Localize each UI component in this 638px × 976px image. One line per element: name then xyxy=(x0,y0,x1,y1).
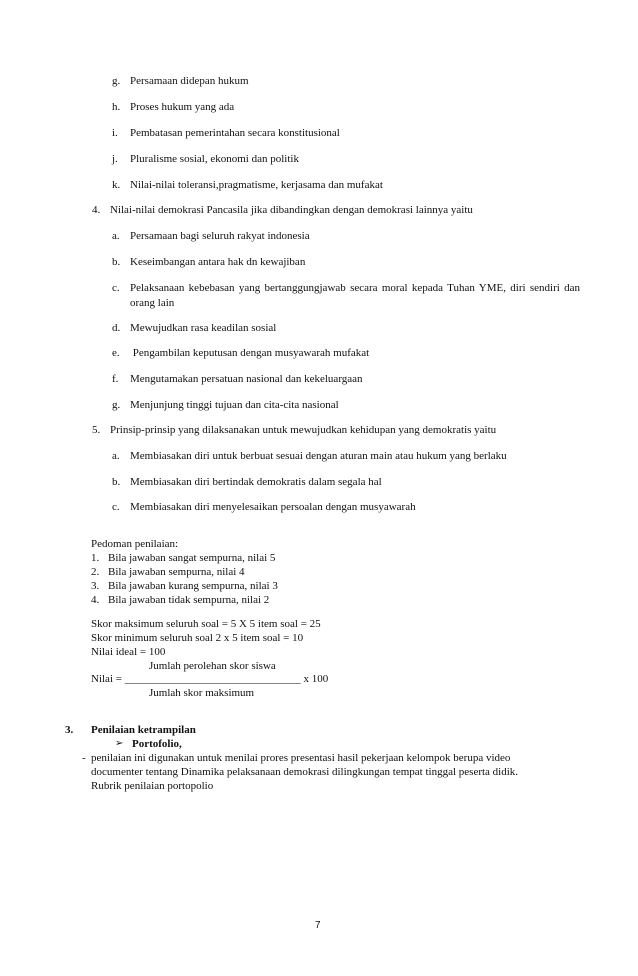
option-text: Membiasakan diri untuk berbuat sesuai dengan aturan main atau hukum yang berlaku xyxy=(130,450,507,462)
pedoman-text: Bila jawaban sempurna, nilai 4 xyxy=(108,566,245,578)
dash-bullet: - xyxy=(82,752,86,764)
nilai-ideal: Nilai ideal = 100 xyxy=(91,646,166,658)
pedoman-marker: 3. xyxy=(91,580,100,592)
skor-minimum: Skor minimum seluruh soal 2 x 5 item soal = 10 xyxy=(91,632,304,644)
section-title: Penilaian ketrampilan xyxy=(91,724,196,736)
option-text: Membiasakan diri bertindak demokratis dalam segala hal xyxy=(130,476,382,488)
question-number: 5. xyxy=(92,424,101,436)
portofolio-description: penilaian ini digunakan untuk menilai prores presentasi hasil pekerjaan kelompok berupa video documenter tentang Dinamika pelaksanaan demokrasi dilingkungan tempat tinggal peserta didik. xyxy=(91,752,519,778)
skor-maksimum: Skor maksimum seluruh soal = 5 X 5 item soal = 25 xyxy=(91,618,321,630)
pedoman-marker: 4. xyxy=(91,594,100,606)
list-text: Nilai-nilai toleransi,pragmatisme, kerjasama dan mufakat xyxy=(130,179,383,191)
option-marker: b. xyxy=(112,476,121,488)
option-marker: e. xyxy=(112,347,120,359)
option-marker: d. xyxy=(112,322,121,334)
option-text: Membiasakan diri menyelesaikan persoalan dengan musyawarah xyxy=(130,501,416,513)
option-marker: g. xyxy=(112,399,121,411)
option-marker: c. xyxy=(112,501,120,513)
option-text: Keseimbangan antara hak dn kewajiban xyxy=(130,256,306,268)
list-marker: i. xyxy=(112,127,118,139)
option-text: Mewujudkan rasa keadilan sosial xyxy=(130,322,277,334)
pedoman-text: Bila jawaban sangat sempurna, nilai 5 xyxy=(108,552,276,564)
list-text: Pluralisme sosial, ekonomi dan politik xyxy=(130,153,299,165)
question-text: Prinsip-prinsip yang dilaksanakan untuk mewujudkan kehidupan yang demokratis yaitu xyxy=(110,424,497,436)
page-number: 7 xyxy=(315,920,321,931)
list-text: Pembatasan pemerintahan secara konstitusional xyxy=(130,127,340,139)
question-number: 4. xyxy=(92,204,101,216)
option-marker: a. xyxy=(112,230,120,242)
option-text: Menjunjung tinggi tujuan dan cita-cita nasional xyxy=(130,399,339,411)
rubrik-label: Rubrik penilaian portopolio xyxy=(91,780,214,792)
list-marker: g. xyxy=(112,75,121,87)
arrow-bullet-icon: ➢ xyxy=(115,738,124,749)
formula-line: Nilai = ________________________________ x 100 xyxy=(91,673,329,685)
list-marker: j. xyxy=(112,153,118,165)
section-number: 3. xyxy=(65,724,74,736)
question-text: Nilai-nilai demokrasi Pancasila jika dibandingkan dengan demokrasi lainnya yaitu xyxy=(110,204,473,216)
list-text: Persamaan didepan hukum xyxy=(130,75,249,87)
pedoman-marker: 1. xyxy=(91,552,100,564)
option-text: Pengambilan keputusan dengan musyawarah mufakat xyxy=(130,347,370,359)
list-marker: k. xyxy=(112,179,121,191)
option-marker: f. xyxy=(112,373,119,385)
pedoman-marker: 2. xyxy=(91,566,100,578)
portofolio-label: Portofolio, xyxy=(132,738,182,750)
list-marker: h. xyxy=(112,101,121,113)
pedoman-text: Bila jawaban tidak sempurna, nilai 2 xyxy=(108,594,270,606)
formula-numerator: Jumlah perolehan skor siswa xyxy=(149,660,276,672)
option-marker: a. xyxy=(112,450,120,462)
formula-denominator: Jumlah skor maksimum xyxy=(149,687,255,699)
option-marker: c. xyxy=(112,282,120,294)
option-text: Persamaan bagi seluruh rakyat indonesia xyxy=(130,230,310,242)
pedoman-text: Bila jawaban kurang sempurna, nilai 3 xyxy=(108,580,278,592)
pedoman-title: Pedoman penilaian: xyxy=(91,538,179,550)
list-text: Proses hukum yang ada xyxy=(130,101,235,113)
option-text: Mengutamakan persatuan nasional dan kekeluargaan xyxy=(130,373,363,385)
option-text: Pelaksanaan kebebasan yang bertanggungjawab secara moral kepada Tuhan YME, diri sendiri dan orang lain xyxy=(130,282,580,309)
option-marker: b. xyxy=(112,256,121,268)
